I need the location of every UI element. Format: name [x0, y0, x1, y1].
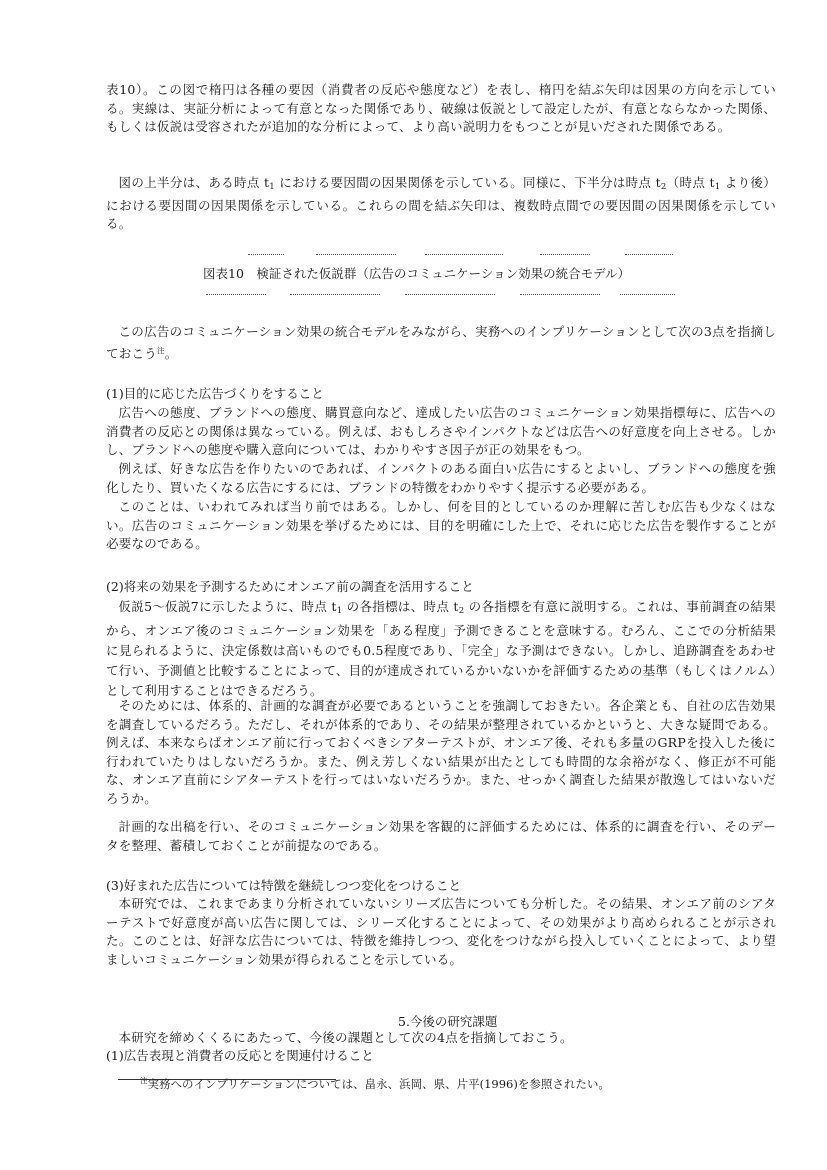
subscript: 2	[660, 182, 667, 192]
intro-paragraph	[106, 323, 776, 363]
paragraph: そのためには、体系的、計画的な調査が必要であるということを強調しておきたい。各企業とも、自社の広告効果を調査しているだろう。ただし、それが体系的であり、その結果が整理されているかというと、大きな疑問である。例えば、本来ならばオンエア前に行っておくべきシアターテストが、オンエア後、それも多量のGRPを投入した後に行われていたりはしないだろうか。また、例え芳しくない結果が出たとしても時間的な余裕がなく、修正が不可能な、オンエア直前にシアターテストを行ってはいないだろうか。また、せっかく調査した結果が散逸してはいないだろうか。	[106, 698, 776, 806]
footnote-mark: 注	[157, 345, 165, 355]
caption-border	[520, 294, 600, 295]
subscript: 1	[714, 182, 721, 192]
footnote-mark: 注	[140, 1076, 148, 1085]
section-title: 5.今後の研究課題	[398, 1014, 498, 1029]
paragraph: 本研究を締めくくるにあたって、今後の課題として次の4点を指摘しておこう。	[118, 1030, 573, 1045]
footnote	[140, 1075, 610, 1092]
caption-border	[290, 294, 380, 295]
subscript: 2	[458, 606, 465, 616]
text: における要因間の因果関係を示している。同様に、下半分は時点 t	[274, 175, 661, 190]
caption-border	[425, 254, 503, 255]
paragraph: 計画的な出稿を行い、そのコミュニケーション効果を客観的に評価するためには、体系的に調査を行い、そのデータを整理、蓄積しておくことが前提なのである。	[106, 819, 776, 853]
text: （時点 t	[666, 175, 715, 190]
caption-border	[248, 254, 284, 255]
caption-border	[405, 294, 495, 295]
paragraph: このことは、いわれてみれば当り前ではある。しかし、何を目的としているのか理解に苦しむ広告も少なくはない。広告のコミュニケーション効果を挙げるためには、目的を明確にした上で、それに応じた広告を製作することが必要なのである。	[106, 499, 776, 552]
paragraph: 本研究では、これまであまり分析されていないシリーズ広告についても分析した。その結果、オンエア前のシアターテストで好意度が高い広告に関しては、シリーズ化することによって、その効果がより高められることが示された。このことは、好評な広告については、特徴を維持しつつ、変化をつけながら投入していくことによって、より望ましいコミュニケーション効果が得られることを示している。	[106, 896, 776, 967]
section-heading: (3)好まれた広告については特徴を継続しつつ変化をつけること	[106, 878, 461, 893]
footnote-text: 実務へのインプリケーションについては、畠永、浜岡、県、片平(1996)を参照されたい。	[147, 1077, 610, 1091]
list-item: (1)広告表現と消費者の反応とを関連付けること	[106, 1048, 374, 1063]
paragraph	[106, 597, 776, 701]
text: この広告のコミュニケーション効果の統合モデルをみながら、実務へのインプリケーションとして次の3点を指摘しておこう	[106, 324, 776, 361]
figure-caption: 図表10 検証された仮説群（広告のコミュニケーション効果の統合モデル）	[203, 266, 631, 281]
caption-border	[206, 294, 266, 295]
paragraph-time-points	[106, 174, 776, 234]
text: の各指標は、時点 t	[342, 599, 459, 614]
subscript: 1	[269, 182, 275, 192]
text: 図の上半分は、ある時点 t	[118, 175, 270, 190]
caption-border	[316, 254, 396, 255]
section-heading: (1)目的に応じた広告づくりをすること	[106, 386, 324, 401]
section-heading: (2)将来の効果を予測するためにオンエア前の調査を活用すること	[106, 579, 474, 594]
text: より後）における要因間の因果関係を示している。これらの間を結ぶ矢印は、複数時点間での要因間の因果関係を示している。	[106, 175, 776, 232]
paragraph-figure-explanation: 表10）。この図で楕円は各種の要因（消費者の反応や態度など）を表し、楕円を結ぶ矢印は因果の方向を示している。実線は、実証分析によって有意となった関係であり、破線は仮説として設定したが、有意とならなかった関係、もしくは仮説は受容されたが追加的な分析によって、より高い説明力をもつことが見いだされた関係である。	[106, 82, 776, 135]
text: 仮説5〜仮説7に示したように、時点 t	[118, 599, 337, 614]
paragraph: 例えば、好きな広告を作りたいのであれば、インパクトのある面白い広告にするとよいし、ブランドへの態度を強化したり、買いたくなる広告にするには、ブランドの特徴をわかりやすく提示する必要がある。	[106, 461, 776, 495]
paragraph: 広告への態度、ブランドへの態度、購買意向など、達成したい広告のコミュニケーション効果指標毎に、広告への消費者の反応との関係は異なっている。例えば、おもしろさやインパクトなどは広告への好意度を向上させる。しかし、ブランドへの態度や購入意向については、わかりやすさ因子が正の効果をもつ。	[106, 405, 776, 458]
caption-border	[620, 294, 675, 295]
caption-border	[625, 254, 673, 255]
text: の各指標を有意に説明する。これは、事前調査の結果から、オンエア後のコミュニケーション効果を「ある程度」予測できることを意味する。むろん、ここでの分析結果に見られるように、決定係数は高いものでも0.5程度であり、「完全」な予測はできない。しかし、追跡調査をあわせて行い、予測値と比較することによって、目的が達成されているかいないかを評価するための基準（もしくはノルム）として利用することはできるだろう。	[106, 599, 776, 698]
subscript: 1	[336, 606, 343, 616]
caption-border	[540, 254, 590, 255]
text: 。	[164, 345, 178, 361]
